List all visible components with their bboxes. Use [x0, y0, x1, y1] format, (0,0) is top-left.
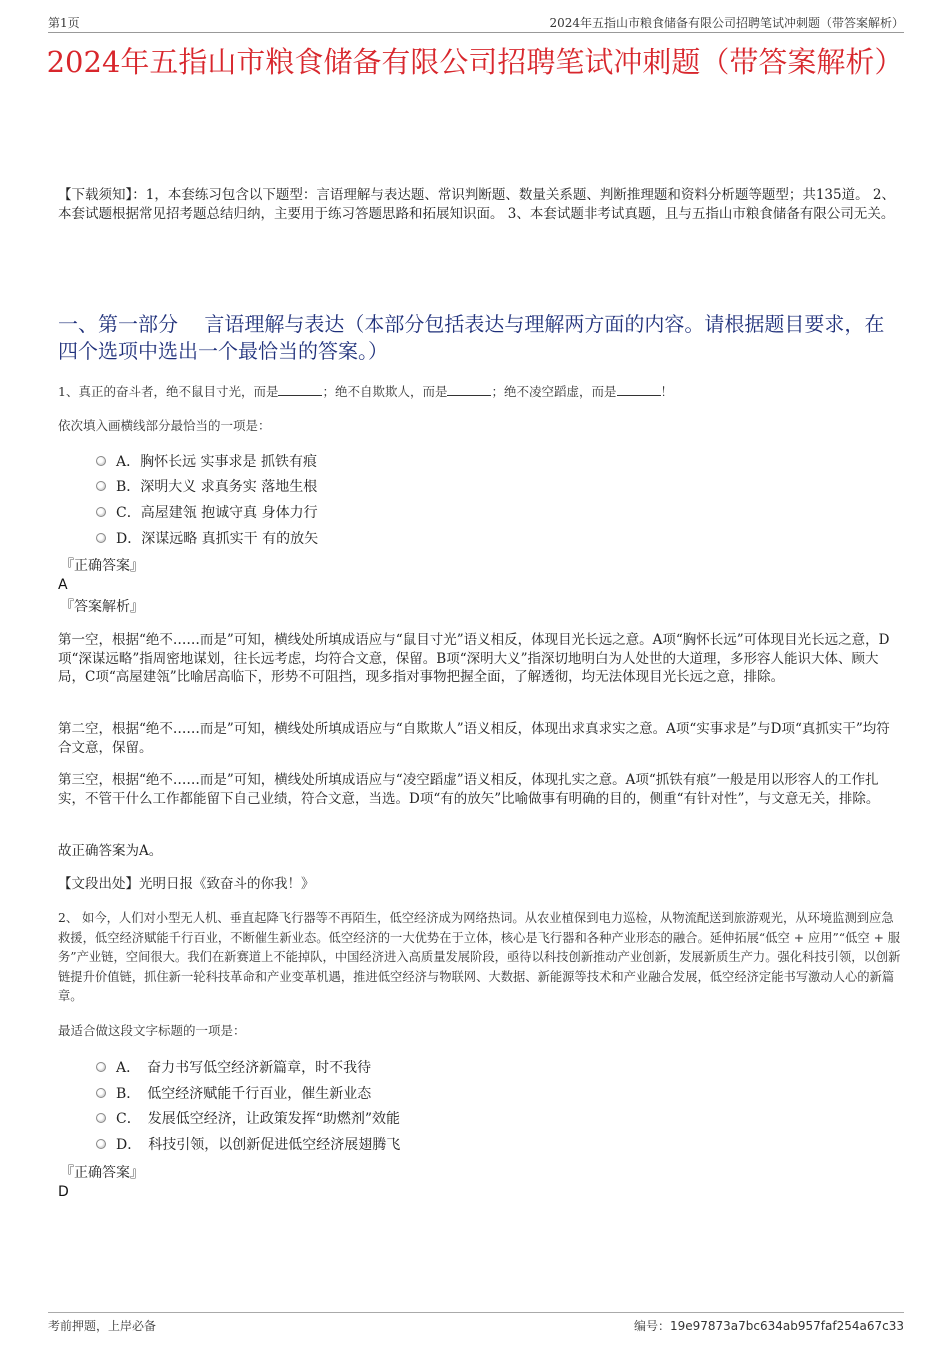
q1-option-d[interactable]: D．深谋远略 真抓实干 有的放矢	[96, 529, 318, 549]
blank-line	[617, 383, 661, 396]
q1-answer-label: 『正确答案』	[60, 558, 144, 574]
q2-option-a[interactable]: A． 奋力书写低空经济新篇章，时不我待	[96, 1058, 371, 1078]
page-number: 第1页	[48, 16, 80, 30]
download-notice: 【下载须知】：1，本套练习包含以下题型：言语理解与表达题、常识判断题、数量关系题、判断推理题和资料分析题等题型；共135道。 2、本套试题根据常见招考题总结归纳，主要用于练习答题思路和拓展知识面。 3、本套试题非考试真题，且与五指山市粮食储备有限公司无关。	[58, 187, 895, 222]
radio-icon[interactable]	[96, 456, 106, 466]
radio-icon[interactable]	[96, 1088, 106, 1098]
q2-answer-label: 『正确答案』	[60, 1165, 144, 1181]
q2-option-b[interactable]: B． 低空经济赋能千行百业，催生新业态	[96, 1084, 371, 1104]
radio-icon[interactable]	[96, 533, 106, 543]
q1-analysis-label: 『答案解析』	[60, 599, 144, 615]
page-header	[48, 12, 904, 33]
q2-option-c[interactable]: C． 发展低空经济，让政策发挥“助燃剂”效能	[96, 1109, 400, 1129]
blank-line	[278, 383, 322, 396]
q1-option-b[interactable]: B．深明大义 求真务实 落地生根	[96, 477, 317, 497]
q1-analysis-paragraph: 第二空，根据“绝不……而是”可知，横线处所填成语应与“自欺欺人”语义相反，体现出求真求实之意。A项“实事求是”与D项“真抓实干”均符合文意，保留。	[58, 721, 890, 756]
q1-option-c[interactable]: C．高屋建瓴 抱诚守真 身体力行	[96, 503, 318, 523]
blank-line	[447, 383, 491, 396]
q2-option-d[interactable]: D． 科技引领，以创新促进低空经济展翅腾飞	[96, 1135, 400, 1155]
footer-code: 编号：19e97873a7bc634ab957faf254a67c33	[633, 1319, 904, 1333]
footer-slogan: 考前押题，上岸必备	[48, 1319, 157, 1333]
radio-icon[interactable]	[96, 1062, 106, 1072]
radio-icon[interactable]	[96, 1139, 106, 1149]
radio-icon[interactable]	[96, 507, 106, 517]
question-1-stem: 1、真正的奋斗者，绝不鼠目寸光，而是 ；绝不自欺欺人，而是 ；绝不凌空蹈虚，而是 ！	[58, 384, 674, 399]
q1-source: 【文段出处】光明日报《致奋斗的你我！》	[58, 876, 315, 892]
page-footer	[48, 1312, 904, 1335]
radio-icon[interactable]	[96, 1113, 106, 1123]
q1-analysis-paragraph: 第一空，根据“绝不……而是”可知，横线处所填成语应与“鼠目寸光”语义相反，体现目光长远之意。A项“胸怀长远”可体现目光长远之意，D项“深谋远略”指周密地谋划，往长远考虑，均符合文意，保留。B项“深明大义”指深切地明白为人处世的大道理，多形容人能识大体、顾大局，C项“高屋建瓴”比喻居高临下，形势不可阻挡，现多指对事物把握全面，了解透彻，均无法体现目光长远之意，排除。	[58, 632, 890, 685]
q1-analysis-paragraph: 第三空，根据“绝不……而是”可知，横线处所填成语应与“凌空蹈虚”语义相反，体现扎实之意。A项“抓铁有痕”一般是用以形容人的工作扎实，不管干什么工作都能留下自己业绩，符合文意，当选。D项“有的放矢”比喻做事有明确的目的，侧重“有针对性”，与文意无关，排除。	[58, 772, 880, 807]
document-title: 2024年五指山市粮食储备有限公司招聘笔试冲刺题（带答案解析）	[46, 45, 904, 79]
radio-icon[interactable]	[96, 481, 106, 491]
q1-analysis-conclusion: 故正确答案为A。	[58, 843, 163, 859]
question-1-prompt: 依次填入画横线部分最恰当的一项是：	[58, 418, 271, 433]
question-2-prompt: 最适合做这段文字标题的一项是：	[58, 1023, 246, 1038]
header-doc-title: 2024年五指山市粮食储备有限公司招聘笔试冲刺题（带答案解析）	[549, 16, 904, 30]
q1-answer: A	[58, 577, 68, 593]
section-heading: 一、第一部分 言语理解与表达（本部分包括表达与理解两方面的内容。请根据题目要求，在四个选项中选出一个最恰当的答案。）	[58, 312, 885, 363]
q1-option-a[interactable]: A．胸怀长远 实事求是 抓铁有痕	[96, 452, 317, 472]
q2-answer: D	[58, 1184, 69, 1200]
question-2-stem: 2、 如今，人们对小型无人机、垂直起降飞行器等不再陌生，低空经济成为网络热词。从农业植保到电力巡检，从物流配送到旅游观光，从环境监测到应急救援，低空经济赋能千行百业，不断催生新业态。低空经济的一大优势在于立体，核心是飞行器和各种产业形态的融合。延伸拓展“低空 + 应用”“低空 + 服务”产业链，空间很大。我们在新赛道上不能掉队，中国经济进入高质量发展阶段，亟待以科技创新推动产业创新，发展新质生产力。强化科技引领，以创新链提升价值链，抓住新一轮科技革命和产业变革机遇，推进低空经济与物联网、大数据、新能源等技术和产业融合发展，低空经济定能书写激动人心的新篇章。	[58, 911, 901, 1003]
